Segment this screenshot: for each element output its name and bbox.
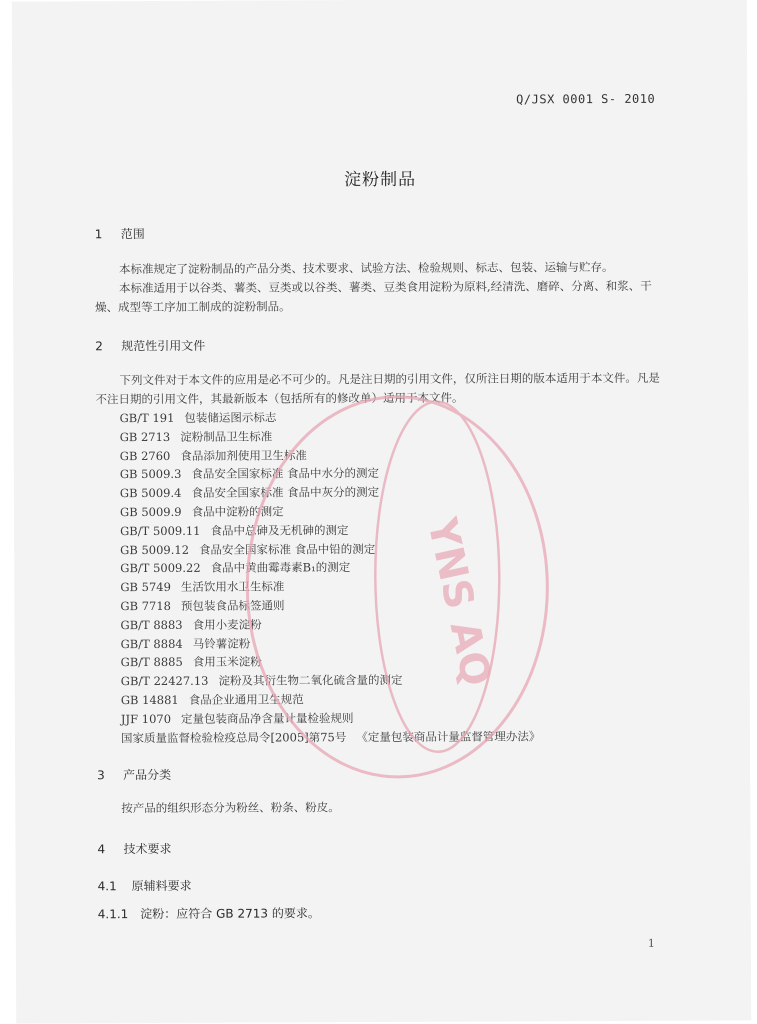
reference-code: GB 5009.12 bbox=[120, 542, 190, 557]
reference-item bbox=[121, 727, 540, 748]
document-code: Q/JSX 0001 S- 2010 bbox=[516, 91, 656, 107]
reference-title: 定量包装商品净含量计量检验规则 bbox=[180, 710, 354, 726]
section-1-heading bbox=[95, 225, 145, 242]
reference-item bbox=[120, 464, 539, 485]
section-4-1-heading bbox=[98, 877, 192, 894]
reference-code: GB 7718 bbox=[120, 598, 172, 614]
reference-code: GB/T 5009.11 bbox=[120, 523, 201, 538]
reference-item bbox=[120, 614, 539, 635]
reference-code: GB 5009.3 bbox=[119, 467, 182, 482]
reference-item bbox=[121, 670, 540, 691]
document-title: 淀粉制品 bbox=[344, 169, 417, 191]
reference-code: 国家质量监督检验检疫总局令[2005]第75号 bbox=[120, 729, 347, 745]
reference-title: 食品中总砷及无机砷的测定 bbox=[210, 522, 349, 538]
reference-code: GB 14881 bbox=[120, 692, 179, 708]
reference-title: 马铃薯淀粉 bbox=[192, 636, 251, 651]
reference-code: GB 2760 bbox=[119, 448, 171, 463]
section-3-paragraph-1: 按产品的组织形态分为粉丝、粉条、粉皮。 bbox=[121, 800, 340, 816]
section-number: 1 bbox=[94, 227, 103, 242]
reference-item bbox=[120, 595, 539, 616]
reference-code: GB/T 8885 bbox=[120, 655, 183, 670]
page-number: 1 bbox=[647, 936, 655, 950]
reference-item bbox=[120, 501, 539, 522]
section-2-paragraph-1: 下列文件对于本文件的应用是必不可少的。凡是注日期的引用文件，仅所注日期的版本适用于本文件。凡是不注日期的引用文件，其最新版本（包括所有的修改单）适用于本文件。 bbox=[95, 370, 660, 407]
reference-item bbox=[120, 407, 539, 428]
reference-item bbox=[120, 576, 539, 597]
reference-item bbox=[120, 558, 539, 579]
reference-code: JJF 1070 bbox=[120, 711, 172, 726]
reference-title: 生活饮用水卫生标准 bbox=[180, 579, 285, 595]
reference-title: 食用玉米淀粉 bbox=[192, 654, 262, 670]
section-title: 范围 bbox=[120, 227, 145, 242]
reference-code: GB/T 22427.13 bbox=[120, 673, 209, 689]
reference-item bbox=[121, 633, 540, 654]
reference-item bbox=[120, 426, 539, 447]
section-title: 技术要求 bbox=[123, 841, 172, 857]
section-title: 产品分类 bbox=[123, 767, 172, 783]
section-number: 4.1 bbox=[97, 879, 117, 894]
reference-title: 预包装食品标签通则 bbox=[180, 598, 285, 613]
section-title: 规范性引用文件 bbox=[121, 338, 206, 354]
section-title: 原辅料要求 bbox=[131, 878, 192, 894]
reference-title: 食品企业通用卫生规范 bbox=[188, 692, 304, 707]
reference-title: 食品安全国家标准 食品中灰分的测定 bbox=[191, 485, 380, 501]
section-3-heading bbox=[97, 766, 171, 783]
reference-code: GB/T 5009.22 bbox=[120, 561, 201, 576]
reference-title: 淀粉制品卫生标准 bbox=[180, 429, 273, 444]
reference-item bbox=[121, 689, 540, 710]
reference-title: 包装储运图示标志 bbox=[184, 410, 277, 425]
reference-list bbox=[120, 407, 541, 747]
reference-item bbox=[120, 445, 539, 466]
reference-code: GB 5009.4 bbox=[119, 486, 182, 501]
section-2-heading bbox=[95, 337, 205, 354]
reference-item bbox=[120, 482, 539, 503]
reference-code: GB 5009.9 bbox=[119, 504, 182, 520]
seal-text: YNS AQ bbox=[418, 514, 500, 691]
section-4-heading bbox=[97, 840, 171, 857]
document-page bbox=[12, 0, 751, 1024]
reference-code: GB/T 191 bbox=[119, 410, 175, 426]
reference-title: 食品中淀粉的测定 bbox=[191, 504, 284, 519]
reference-code: GB/T 8884 bbox=[120, 636, 183, 651]
reference-code: GB 5749 bbox=[120, 580, 171, 595]
section-4-1-1-text: 4.1.1 淀粉：应符合 GB 2713 的要求。 bbox=[97, 906, 320, 922]
reference-title: 食品中黄曲霉毒素B₁的测定 bbox=[210, 560, 351, 576]
reference-code: GB 2713 bbox=[119, 429, 171, 444]
section-1-paragraph-2: 本标准适用于以谷类、薯类、豆类或以谷类、薯类、豆类食用淀粉为原料,经清洗、磨碎、分离、和浆、干燥、成型等工序加工制成的淀粉制品。 bbox=[95, 278, 652, 315]
reference-title: 食品安全国家标准 食品中水分的测定 bbox=[191, 466, 380, 482]
section-number: 4 bbox=[97, 842, 106, 857]
reference-item bbox=[121, 708, 540, 729]
reference-title: 食品添加剂使用卫生标准 bbox=[180, 447, 307, 463]
reference-title: 食品安全国家标准 食品中铅的测定 bbox=[198, 541, 376, 557]
reference-item bbox=[121, 652, 540, 673]
section-1-paragraph-1: 本标准规定了淀粉制品的产品分类、技术要求、试验方法、检验规则、标志、包装、运输与贮存。 bbox=[118, 259, 614, 277]
section-number: 3 bbox=[97, 768, 105, 783]
reference-title: 《定量包装商品计量监督管理办法》 bbox=[356, 728, 541, 744]
reference-title: 淀粉及其衍生物二氧化硫含量的测定 bbox=[218, 673, 403, 688]
reference-item bbox=[120, 520, 539, 541]
section-number: 2 bbox=[95, 339, 103, 354]
reference-title: 食用小麦淀粉 bbox=[192, 617, 262, 632]
reference-code: GB/T 8883 bbox=[120, 617, 183, 632]
reference-item bbox=[120, 539, 539, 560]
